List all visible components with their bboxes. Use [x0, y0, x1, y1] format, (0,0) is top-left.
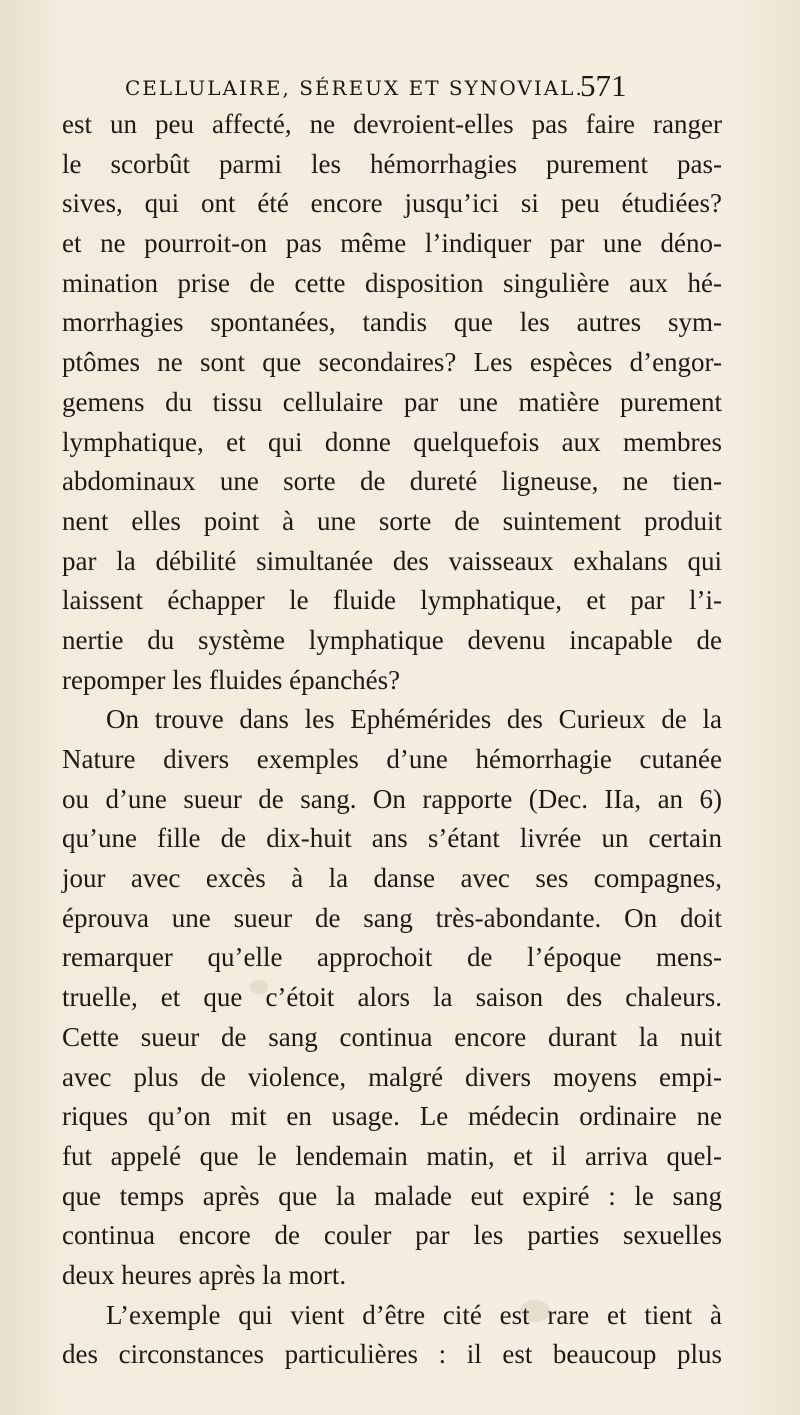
- text-line: lymphatique, et qui donne quelquefois aux membres: [62, 426, 722, 457]
- text-line: éprouva une sueur de sang très-abondante. On doit: [62, 902, 722, 933]
- text-line: continua encore de couler par les parties sexuelles: [62, 1220, 722, 1251]
- text-line: nent elles point à une sorte de suintement produit: [62, 505, 722, 536]
- text-line: remarquer qu’elle approchoit de l’époque mens-: [62, 942, 722, 973]
- text-line: morrhagies spontanées, tandis que les autres sym-: [62, 307, 722, 338]
- paragraph-start-line: On trouve dans les Ephémérides des Curieux de la: [106, 704, 722, 735]
- text-line: fut appelé que le lendemain matin, et il arriva quel-: [62, 1140, 722, 1171]
- text-line: riques qu’on mit en usage. Le médecin ordinaire ne: [62, 1101, 722, 1132]
- text-line: le scorbût parmi les hémorrhagies purement pas-: [62, 148, 722, 179]
- text-line: et ne pourroit-on pas même l’indiquer par une déno-: [62, 228, 722, 259]
- text-line: mination prise de cette disposition singulière aux hé-: [62, 267, 722, 298]
- page-number: 571: [580, 68, 627, 103]
- paragraph-start-line: L’exemple qui vient d’être cité est rare et tient à: [106, 1299, 722, 1330]
- paragraph-end-line: repomper les fluides épanchés?: [62, 664, 401, 695]
- text-line: Nature divers exemples d’une hémorrhagie cutanée: [62, 744, 722, 774]
- text-line: abdominaux une sorte de dureté ligneuse, ne tien-: [62, 466, 722, 497]
- text-line: ptômes ne sont que secondaires? Les espèces d’engor-: [62, 347, 722, 378]
- text-line: que temps après que la malade eut expiré : le sang: [62, 1180, 722, 1211]
- text-line: qu’une fille de dix-huit ans s’étant livrée un certain: [62, 823, 722, 854]
- text-line: laissent échapper le fluide lymphatique, et par l’i-: [62, 585, 722, 616]
- text-line: avec plus de violence, malgré divers moyens empi-: [62, 1061, 722, 1092]
- paragraph-end-line: deux heures après la mort.: [62, 1259, 347, 1290]
- text-line: ou d’une sueur de sang. On rapporte (Dec. IIa, an 6): [62, 783, 722, 814]
- text-line: des circonstances particulières : il est beaucoup plus: [62, 1339, 722, 1370]
- text-line: jour avec excès à la danse avec ses compagnes,: [62, 863, 722, 894]
- text-line: nertie du système lymphatique devenu incapable de: [62, 624, 722, 655]
- text-line: sives, qui ont été encore jusqu’ici si peu étudiées?: [62, 188, 722, 219]
- text-line: Cette sueur de sang continua encore durant la nuit: [62, 1021, 722, 1052]
- text-line: truelle, et que c’étoit alors la saison des chaleurs.: [62, 982, 722, 1013]
- body-text: [62, 105, 722, 1375]
- text-line: gemens du tissu cellulaire par une matière purement: [62, 386, 722, 417]
- text-line: par la débilité simultanée des vaisseaux exhalans qui: [62, 545, 722, 576]
- page-header: [125, 56, 645, 104]
- text-line: est un peu affecté, ne devroient-elles pas faire ranger: [62, 109, 722, 139]
- running-head: CELLULAIRE, SÉREUX ET SYNOVIAL.: [125, 76, 584, 100]
